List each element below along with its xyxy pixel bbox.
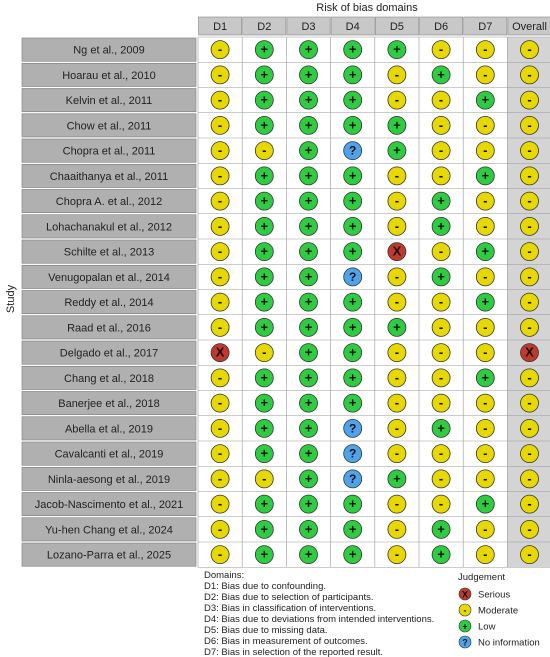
judgement-symbol: ? — [349, 446, 357, 461]
judgement-symbol: + — [348, 369, 357, 385]
judgement-symbol: + — [304, 369, 313, 385]
judgement-symbol: + — [348, 521, 357, 537]
judgement-symbol: - — [527, 395, 532, 411]
study-label: Ng et al., 2009 — [73, 44, 145, 57]
y-axis-label: Study — [5, 284, 17, 314]
judgement-symbol: - — [438, 319, 444, 335]
judgement-symbol: - — [527, 294, 532, 310]
study-label: Ninla-aesong et al., 2019 — [47, 473, 171, 486]
domain-description: D5: Bias due to missing data. — [204, 625, 328, 636]
judgement-symbol: - — [527, 218, 532, 234]
judgement-symbol: - — [438, 344, 444, 360]
judgement-symbol: - — [483, 546, 488, 562]
judgement-symbol: + — [304, 167, 313, 183]
judgement-symbol: + — [393, 41, 401, 57]
judgement-symbol: - — [527, 193, 532, 209]
domain-description: D3: Bias in classification of interventions. — [204, 603, 377, 614]
judgement-symbol: + — [348, 496, 357, 512]
domains-title: Domains: — [204, 570, 245, 581]
judgement-symbol: + — [260, 41, 269, 57]
judgement-symbol: + — [260, 218, 269, 234]
column-header-d5: D5 — [389, 21, 404, 33]
judgement-symbol: + — [304, 496, 313, 512]
domain-description: D7: Bias in selection of the reported result. — [204, 647, 384, 657]
judgement-symbol: - — [217, 66, 223, 82]
judgement-symbol: + — [437, 521, 445, 537]
column-header-d2: D2 — [257, 21, 272, 33]
legend-label: Low — [478, 621, 496, 633]
judgement-symbol: + — [304, 445, 313, 461]
judgement-symbol: - — [483, 218, 488, 234]
judgement-symbol: ? — [349, 421, 357, 436]
judgement-symbol: - — [394, 369, 400, 385]
judgement-symbol: - — [438, 117, 444, 133]
judgement-symbol: + — [348, 167, 357, 183]
judgement-symbol: - — [394, 294, 400, 310]
judgement-symbol: - — [217, 92, 223, 108]
judgement-symbol: - — [483, 117, 488, 133]
judgement-symbol: - — [438, 369, 444, 385]
judgement-symbol: - — [527, 142, 532, 158]
judgement-legend — [458, 572, 540, 649]
judgement-symbol: - — [483, 319, 488, 335]
judgement-symbol: + — [304, 218, 313, 234]
judgement-symbol: ? — [349, 269, 357, 284]
study-label: Yu-hen Chang et al., 2024 — [45, 524, 173, 537]
study-label: Jacob-Nascimento et al., 2021 — [34, 499, 184, 512]
study-label: Chopra et al., 2011 — [62, 145, 156, 158]
judgement-symbol: - — [527, 445, 532, 461]
judgement-symbol: + — [260, 193, 269, 209]
study-label: Delgado et al., 2017 — [59, 347, 159, 360]
legend-symbol: X — [461, 589, 469, 600]
judgement-symbol: - — [483, 41, 488, 57]
legend-label: No information — [478, 637, 540, 649]
judgement-symbol: - — [394, 92, 400, 108]
judgement-symbol: + — [260, 66, 269, 82]
judgement-symbol: ? — [349, 471, 357, 486]
judgement-symbol: - — [527, 546, 532, 562]
study-label: Venugopalan et al., 2014 — [48, 271, 170, 284]
judgement-symbol: - — [217, 142, 223, 158]
judgement-symbol: + — [393, 142, 401, 158]
judgement-symbol: - — [217, 395, 223, 411]
judgement-symbol: + — [260, 445, 269, 461]
judgement-symbol: - — [527, 243, 532, 259]
legend-symbol: - — [463, 605, 467, 616]
judgement-symbol: - — [438, 294, 444, 310]
judgement-symbol: + — [260, 268, 269, 284]
domain-description: D1: Bias due to confounding. — [204, 581, 327, 592]
judgement-symbol: - — [438, 470, 444, 486]
judgement-symbol: + — [481, 294, 490, 310]
study-label: Raad et al., 2016 — [67, 322, 151, 335]
judgement-symbol: + — [348, 395, 357, 411]
study-label: Chow et al., 2011 — [66, 120, 152, 133]
judgement-symbol: - — [217, 445, 223, 461]
judgement-symbol: - — [438, 41, 444, 57]
judgement-symbol: - — [217, 420, 223, 436]
judgement-symbol: - — [217, 369, 223, 385]
judgement-symbol: - — [438, 167, 444, 183]
judgement-symbol: - — [527, 92, 532, 108]
judgement-symbol: + — [260, 420, 269, 436]
judgement-symbol: + — [481, 92, 490, 108]
judgement-symbol: + — [304, 41, 313, 57]
judgement-symbol: + — [304, 117, 313, 133]
study-label: Hoarau et al., 2010 — [62, 69, 156, 82]
judgement-symbol: + — [348, 546, 357, 562]
study-label: Chopra A. et al., 2012 — [55, 196, 163, 209]
legend-symbol: + — [462, 621, 468, 632]
judgement-symbol: - — [217, 496, 223, 512]
judgement-symbol: - — [394, 268, 400, 284]
judgement-symbol: - — [394, 344, 400, 360]
judgement-symbol: X — [215, 344, 225, 360]
study-label: Schilte et al., 2013 — [63, 246, 155, 259]
legend-label: Serious — [478, 589, 511, 601]
judgement-title: Judgement — [458, 572, 506, 583]
judgement-symbol: - — [527, 420, 532, 436]
judgement-symbol: + — [393, 470, 401, 486]
judgement-symbol: - — [483, 344, 488, 360]
judgement-symbol: - — [217, 167, 223, 183]
judgement-symbol: + — [304, 92, 313, 108]
judgement-symbol: - — [483, 142, 488, 158]
judgement-symbol: + — [348, 193, 357, 209]
judgement-symbol: + — [304, 142, 313, 158]
judgement-symbol: - — [527, 470, 532, 486]
judgement-symbol: - — [217, 521, 223, 537]
judgement-symbol: + — [260, 167, 269, 183]
study-label: Abella et al., 2019 — [64, 423, 154, 436]
judgement-symbol: - — [394, 445, 400, 461]
judgement-symbol: + — [304, 268, 313, 284]
domains-legend — [204, 570, 434, 657]
judgement-symbol: X — [392, 243, 402, 259]
judgement-symbol: - — [438, 92, 444, 108]
judgement-symbol: - — [527, 319, 532, 335]
judgement-symbol: - — [438, 445, 444, 461]
judgement-symbol: + — [304, 546, 313, 562]
judgement-symbol: - — [527, 117, 532, 133]
judgement-symbol: - — [438, 243, 444, 259]
domain-description: D4: Bias due to deviations from intended interventions. — [204, 614, 435, 625]
judgement-symbol: - — [262, 142, 267, 158]
judgement-symbol: + — [437, 66, 445, 82]
judgement-symbol: + — [304, 470, 313, 486]
judgement-symbol: + — [304, 395, 313, 411]
study-label: Chaaithanya et al., 2011 — [49, 170, 169, 183]
judgement-symbol: - — [438, 142, 444, 158]
judgement-symbol: + — [481, 496, 490, 512]
judgement-symbol: - — [217, 294, 223, 310]
judgement-symbol: + — [437, 268, 445, 284]
domain-description: D6: Bias in measurement of outcomes. — [204, 636, 368, 647]
judgement-symbol: - — [483, 268, 488, 284]
legend-label: Moderate — [478, 605, 519, 617]
judgement-symbol: - — [394, 167, 400, 183]
judgement-symbol: ? — [349, 143, 357, 158]
judgement-symbol: - — [483, 395, 488, 411]
study-label: Chang et al., 2018 — [64, 372, 154, 385]
legend-symbol: ? — [462, 637, 468, 648]
judgement-symbol: - — [527, 268, 532, 284]
judgement-symbol: - — [527, 66, 532, 82]
judgement-symbol: + — [348, 344, 357, 360]
judgement-symbol: + — [437, 218, 445, 234]
judgement-symbol: + — [304, 319, 313, 335]
judgement-symbol: - — [262, 344, 267, 360]
judgement-symbol: - — [394, 420, 400, 436]
judgement-symbol: + — [437, 546, 445, 562]
judgement-symbol: - — [217, 319, 223, 335]
judgement-symbol: + — [304, 344, 313, 360]
judgement-symbol: + — [481, 243, 490, 259]
judgement-symbol: + — [348, 243, 357, 259]
judgement-symbol: + — [260, 546, 269, 562]
judgement-symbol: - — [483, 420, 488, 436]
judgement-symbol: - — [394, 193, 400, 209]
column-header-d3: D3 — [301, 21, 316, 33]
study-label: Kelvin et al., 2011 — [65, 95, 153, 108]
domain-description: D2: Bias due to selection of participants. — [204, 592, 374, 603]
judgement-symbol: - — [217, 41, 223, 57]
study-label: Cavalcanti et al., 2019 — [54, 448, 164, 461]
judgement-symbol: - — [438, 395, 444, 411]
judgement-symbol: + — [348, 218, 357, 234]
judgement-symbol: + — [304, 243, 313, 259]
judgement-symbol: - — [262, 470, 267, 486]
judgement-symbol: + — [260, 92, 269, 108]
judgement-symbol: + — [348, 66, 357, 82]
judgement-symbol: + — [304, 521, 313, 537]
judgement-symbol: + — [348, 117, 357, 133]
grid-layer — [22, 17, 550, 567]
column-header-d7: D7 — [478, 21, 493, 33]
judgement-symbol: + — [481, 167, 490, 183]
judgement-symbol: - — [217, 268, 223, 284]
judgement-symbol: - — [394, 218, 400, 234]
judgement-symbol: + — [260, 117, 269, 133]
judgement-symbol: - — [394, 521, 400, 537]
judgement-symbol: - — [527, 496, 532, 512]
judgement-symbol: + — [260, 369, 269, 385]
column-header-d6: D6 — [434, 21, 449, 33]
judgement-symbol: + — [348, 319, 357, 335]
judgement-symbol: + — [260, 395, 269, 411]
judgement-symbol: - — [217, 218, 223, 234]
column-header-d4: D4 — [345, 21, 360, 33]
column-header-overall: Overall — [512, 21, 547, 33]
judgement-symbol: + — [260, 319, 269, 335]
judgement-symbol: - — [394, 496, 400, 512]
judgement-symbol: + — [260, 496, 269, 512]
judgement-symbol: - — [483, 521, 488, 537]
judgement-symbol: + — [393, 319, 401, 335]
judgement-symbol: - — [527, 167, 532, 183]
study-label: Lohachanakul et al., 2012 — [46, 221, 172, 234]
judgement-symbol: - — [217, 546, 223, 562]
judgement-symbol: - — [527, 41, 532, 57]
judgement-symbol: + — [348, 294, 357, 310]
judgement-symbol: + — [437, 193, 445, 209]
judgement-symbol: + — [304, 66, 313, 82]
judgement-symbol: - — [217, 117, 223, 133]
judgement-symbol: + — [437, 420, 445, 436]
judgement-symbol: - — [483, 445, 488, 461]
judgement-symbol: + — [304, 420, 313, 436]
judgement-symbol: X — [525, 344, 534, 360]
judgement-symbol: - — [438, 496, 444, 512]
judgement-symbol: - — [394, 66, 400, 82]
judgement-symbol: + — [393, 117, 401, 133]
judgement-symbol: - — [394, 546, 400, 562]
study-label: Lozano-Parra et al., 2025 — [46, 549, 172, 562]
judgement-symbol: - — [217, 243, 223, 259]
judgement-symbol: + — [304, 294, 313, 310]
judgement-symbol: + — [304, 193, 313, 209]
chart-title: Risk of bias domains — [316, 2, 418, 14]
judgement-symbol: + — [481, 369, 490, 385]
judgement-symbol: - — [483, 193, 488, 209]
judgement-symbol: - — [527, 521, 532, 537]
column-header-d1: D1 — [213, 21, 228, 33]
judgement-symbol: + — [260, 521, 269, 537]
judgement-symbol: - — [217, 193, 223, 209]
judgement-symbol: - — [483, 66, 488, 82]
study-label: Reddy et al., 2014 — [64, 297, 154, 310]
judgement-symbol: + — [348, 41, 357, 57]
judgement-symbol: - — [483, 470, 488, 486]
judgement-symbol: - — [217, 470, 223, 486]
judgement-symbol: + — [348, 92, 357, 108]
judgement-symbol: + — [260, 294, 269, 310]
judgement-symbol: - — [527, 369, 532, 385]
judgement-symbol: - — [394, 395, 400, 411]
judgement-symbol: + — [260, 243, 269, 259]
study-label: Banerjee et al., 2018 — [58, 398, 160, 411]
